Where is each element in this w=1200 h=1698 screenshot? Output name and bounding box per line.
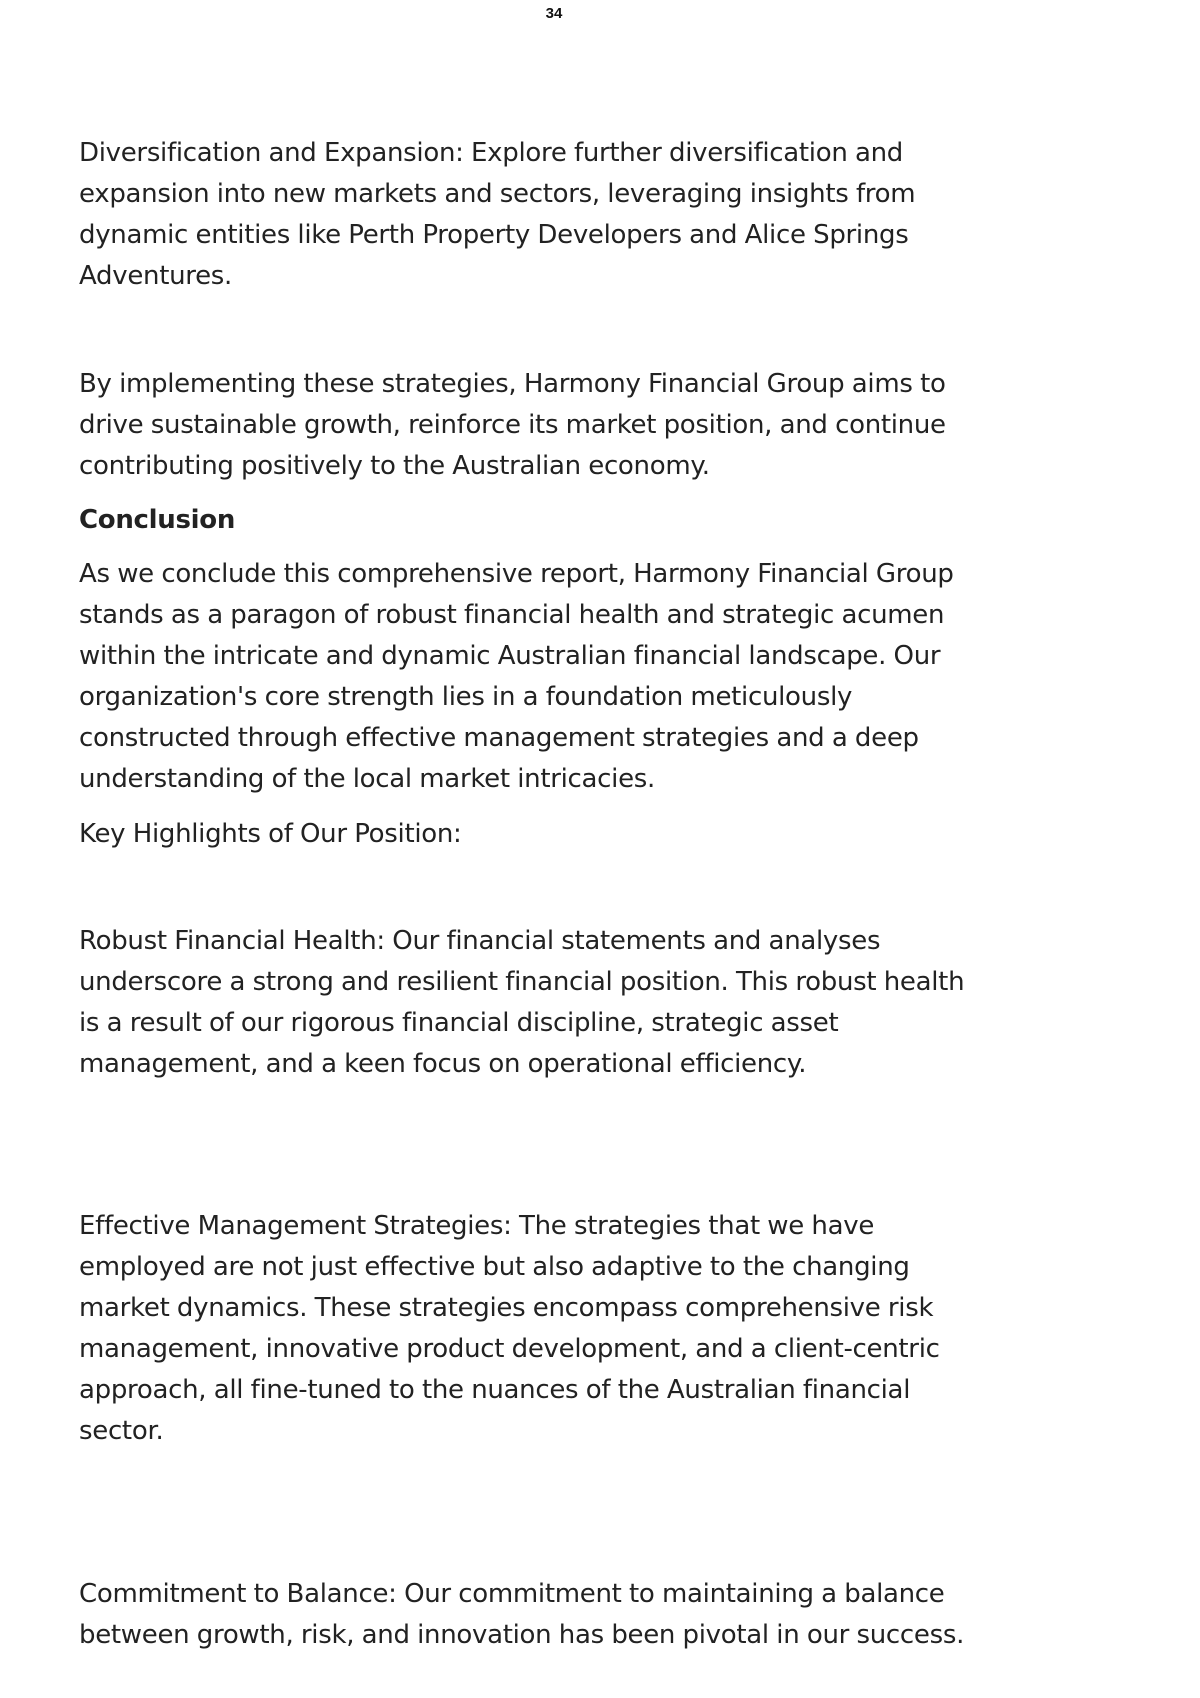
text-line: Diversification and Expansion: Explore further diversification and: [79, 138, 903, 168]
text-line: is a result of our rigorous financial discipline, strategic asset: [79, 1008, 839, 1038]
text-line: expansion into new markets and sectors, leveraging insights from: [79, 179, 916, 209]
paragraph-key-highlights: [79, 814, 1079, 855]
text-line: As we conclude this comprehensive report, Harmony Financial Group: [79, 559, 954, 589]
paragraph-implementing: [79, 364, 1079, 487]
text-line: Commitment to Balance: Our commitment to maintaining a balance: [79, 1579, 945, 1609]
paragraph-effective-management: [79, 1206, 1079, 1452]
text-line: market dynamics. These strategies encompass comprehensive risk: [79, 1293, 934, 1323]
text-line: Robust Financial Health: Our financial statements and analyses: [79, 926, 881, 956]
paragraph-robust-financial-health: [79, 921, 1079, 1085]
text-line: management, innovative product development, and a client-centric: [79, 1334, 940, 1364]
text-line: approach, all fine-tuned to the nuances of the Australian financial: [79, 1375, 911, 1405]
text-line: management, and a keen focus on operational efficiency.: [79, 1049, 807, 1079]
text-line: between growth, risk, and innovation has been pivotal in our success.: [79, 1620, 965, 1650]
text-line: constructed through effective management strategies and a deep: [79, 723, 919, 753]
text-line: dynamic entities like Perth Property Developers and Alice Springs: [79, 220, 909, 250]
page-number: 34: [545, 5, 563, 22]
heading-text: Conclusion: [79, 505, 236, 535]
text-line: understanding of the local market intricacies.: [79, 764, 655, 794]
paragraph-commitment-to-balance: [79, 1574, 1079, 1656]
paragraph-conclusion: [79, 554, 1079, 800]
text-line: underscore a strong and resilient financial position. This robust health: [79, 967, 965, 997]
text-line: Key Highlights of Our Position:: [79, 819, 462, 849]
text-line: employed are not just effective but also adaptive to the changing: [79, 1252, 910, 1282]
paragraph-diversification: [79, 133, 1079, 297]
text-line: stands as a paragon of robust financial health and strategic acumen: [79, 600, 945, 630]
text-line: Effective Management Strategies: The strategies that we have: [79, 1211, 875, 1241]
section-heading-conclusion: [79, 500, 1079, 541]
text-line: contributing positively to the Australian economy.: [79, 451, 710, 481]
text-line: Adventures.: [79, 261, 232, 291]
text-line: within the intricate and dynamic Australian financial landscape. Our: [79, 641, 941, 671]
text-line: sector.: [79, 1416, 164, 1446]
text-line: drive sustainable growth, reinforce its market position, and continue: [79, 410, 946, 440]
text-line: By implementing these strategies, Harmony Financial Group aims to: [79, 369, 946, 399]
text-line: organization's core strength lies in a foundation meticulously: [79, 682, 853, 712]
